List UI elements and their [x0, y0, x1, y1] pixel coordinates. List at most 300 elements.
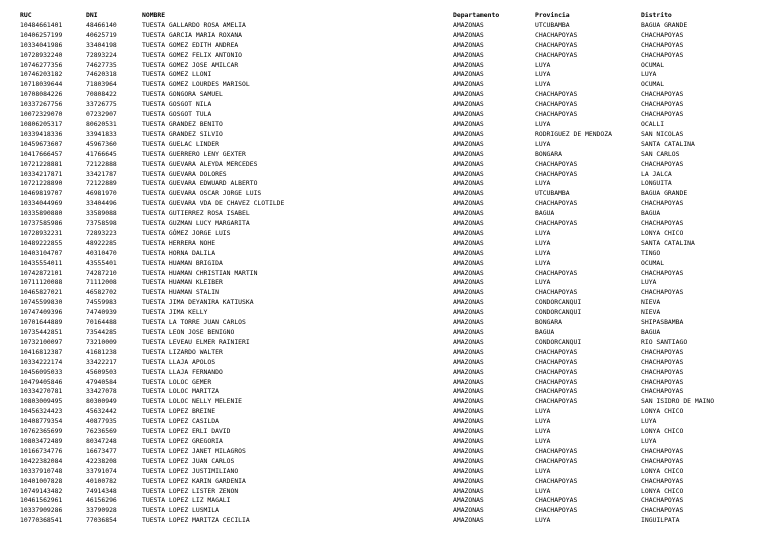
provincia-cell: CHACHAPOYAS [535, 90, 578, 99]
provincia-cell: LUYA [535, 516, 551, 525]
nombre-cell: TUESTA GALLARDO ROSA AMELIA [142, 20, 246, 29]
dni-cell: 40877935 [86, 417, 117, 426]
table-row [20, 239, 761, 249]
nombre-cell: TUESTA LOPEZ CASILDA [142, 417, 219, 426]
dni-cell: 73210009 [86, 337, 117, 346]
provincia-cell: LUYA [535, 278, 551, 287]
table-row [20, 219, 761, 229]
ruc-cell: 10403104707 [20, 248, 63, 257]
table-row [20, 407, 761, 417]
table-row [20, 427, 761, 437]
table-row [20, 348, 761, 358]
table-row [20, 477, 761, 487]
ruc-cell: 10737585986 [20, 219, 63, 228]
distrito-cell: CHACHAPOYAS [641, 100, 684, 109]
provincia-cell: CHACHAPOYAS [535, 288, 578, 297]
distrito-cell: OCUMAL [641, 60, 665, 69]
dni-cell: 41766645 [86, 149, 117, 158]
departamento-cell: AMAZONAS [453, 357, 484, 366]
dni-cell: 42238208 [86, 456, 117, 465]
ruc-cell: 10406257199 [20, 30, 63, 39]
nombre-cell: TUESTA LIZARDO WALTER [142, 347, 223, 356]
dni-cell: 33941833 [86, 129, 117, 138]
dni-cell: 80300949 [86, 397, 117, 406]
nombre-cell: TUESTA LOPEZ MARITZA CECILIA [142, 516, 250, 525]
dni-cell: 74287210 [86, 268, 117, 277]
ruc-cell: 10721228881 [20, 159, 63, 168]
departamento-cell: AMAZONAS [453, 248, 484, 257]
table-row [20, 170, 761, 180]
distrito-cell: CHACHAPOYAS [641, 446, 684, 455]
dni-cell: 46981970 [86, 189, 117, 198]
nombre-cell: TUESTA GUEVARA EDWUARD ALBERTO [142, 179, 258, 188]
nombre-cell: TUESTA HERRERA NOHE [142, 238, 216, 247]
nombre-cell: TUESTA GUEVARA DOLORES [142, 169, 227, 178]
table-row [20, 130, 761, 140]
dni-cell: 48466140 [86, 20, 117, 29]
departamento-cell: AMAZONAS [453, 268, 484, 277]
header-departamento: Departamento [453, 11, 500, 19]
dni-cell: 70808422 [86, 90, 117, 99]
dni-cell: 07232907 [86, 110, 117, 119]
dni-cell: 73758598 [86, 219, 117, 228]
nombre-cell: TUESTA GUTIERREZ ROSA ISABEL [142, 209, 250, 218]
departamento-cell: AMAZONAS [453, 397, 484, 406]
provincia-cell: LUYA [535, 70, 551, 79]
departamento-cell: AMAZONAS [453, 337, 484, 346]
distrito-cell: LUYA [641, 70, 657, 79]
dni-cell: 80347248 [86, 436, 117, 445]
distrito-cell: CHACHAPOYAS [641, 199, 684, 208]
provincia-cell: CHACHAPOYAS [535, 159, 578, 168]
ruc-cell: 10803009495 [20, 397, 63, 406]
distrito-cell: CHACHAPOYAS [641, 288, 684, 297]
departamento-cell: AMAZONAS [453, 466, 484, 475]
departamento-cell: AMAZONAS [453, 149, 484, 158]
departamento-cell: AMAZONAS [453, 258, 484, 267]
ruc-cell: 10762365699 [20, 427, 63, 436]
distrito-cell: LUYA [641, 278, 657, 287]
table-row [20, 110, 761, 120]
provincia-cell: LUYA [535, 228, 551, 237]
nombre-cell: TUESTA LOPEZ LISTER ZENON [142, 486, 239, 495]
departamento-cell: AMAZONAS [453, 367, 484, 376]
provincia-cell: LUYA [535, 80, 551, 89]
nombre-cell: TUESTA GUZMAN LUCY MARGARITA [142, 219, 250, 228]
departamento-cell: AMAZONAS [453, 377, 484, 386]
provincia-cell: LUYA [535, 436, 551, 445]
nombre-cell: TUESTA LLAJA FERNANDO [142, 367, 223, 376]
table-row [20, 269, 761, 279]
provincia-cell: CHACHAPOYAS [535, 110, 578, 119]
header-provincia: Provincia [535, 11, 570, 19]
ruc-cell: 10732100097 [20, 337, 63, 346]
nombre-cell: TUESTA GOMEZ FELIX ANTONIO [142, 50, 243, 59]
ruc-cell: 10746203182 [20, 70, 63, 79]
ruc-cell: 10334041986 [20, 40, 63, 49]
dni-cell: 16673477 [86, 446, 117, 455]
provincia-cell: LUYA [535, 248, 551, 257]
table-row [20, 21, 761, 31]
table-row [20, 179, 761, 189]
table-row [20, 358, 761, 368]
provincia-cell: CHACHAPOYAS [535, 446, 578, 455]
provincia-cell: LUYA [535, 417, 551, 426]
departamento-cell: AMAZONAS [453, 387, 484, 396]
departamento-cell: AMAZONAS [453, 100, 484, 109]
provincia-cell: UTCUBAMBA [535, 20, 570, 29]
table-row [20, 437, 761, 447]
distrito-cell: NIEVA [641, 298, 661, 307]
table-row [20, 328, 761, 338]
table-row [20, 308, 761, 318]
nombre-cell: TUESTA GOMEZ EDITH ANDREA [142, 40, 239, 49]
departamento-cell: AMAZONAS [453, 20, 484, 29]
nombre-cell: TUESTA LEON JOSE BENIGNO [142, 328, 235, 336]
departamento-cell: AMAZONAS [453, 40, 484, 49]
table-row [20, 338, 761, 348]
provincia-cell: CHACHAPOYAS [535, 367, 578, 376]
departamento-cell: AMAZONAS [453, 189, 484, 198]
table-row [20, 209, 761, 219]
departamento-cell: AMAZONAS [453, 308, 484, 317]
table-row [20, 70, 761, 80]
dni-cell: 46582702 [86, 288, 117, 297]
provincia-cell: CHACHAPOYAS [535, 506, 578, 515]
distrito-cell: CHACHAPOYAS [641, 30, 684, 39]
table-row [20, 140, 761, 150]
distrito-cell: BAGUA [641, 328, 661, 336]
provincia-cell: CHACHAPOYAS [535, 169, 578, 178]
provincia-cell: CONDORCANQUI [535, 308, 582, 317]
ruc-cell: 10770368541 [20, 516, 63, 525]
nombre-cell: TUESTA LA TORRE JUAN CARLOS [142, 318, 246, 327]
dni-cell: 45632442 [86, 407, 117, 416]
ruc-cell: 10749143482 [20, 486, 63, 495]
nombre-cell: TUESTA GÓMEZ JORGE LUIS [142, 228, 231, 237]
ruc-cell: 10337267756 [20, 100, 63, 109]
dni-cell: 33427078 [86, 387, 117, 396]
provincia-cell: LUYA [535, 427, 551, 436]
dni-cell: 40100782 [86, 476, 117, 485]
nombre-cell: TUESTA LOPEZ BREINE [142, 407, 216, 416]
dni-cell: 74627735 [86, 60, 117, 69]
nombre-cell: TUESTA HUAMAN KLEIBER [142, 278, 223, 287]
dni-cell: 72122888 [86, 159, 117, 168]
provincia-cell: LUYA [535, 466, 551, 475]
ruc-cell: 10489222855 [20, 238, 63, 247]
distrito-cell: NIEVA [641, 308, 661, 317]
ruc-cell: 10335890880 [20, 209, 63, 218]
ruc-cell: 10456324423 [20, 407, 63, 416]
nombre-cell: TUESTA GUEVARA VDA DE CHAVEZ CLOTILDE [142, 199, 285, 208]
table-row [20, 298, 761, 308]
provincia-cell: LUYA [535, 119, 551, 128]
ruc-cell: 10708084226 [20, 90, 63, 99]
ruc-cell: 10456095033 [20, 367, 63, 376]
dni-cell: 33404496 [86, 199, 117, 208]
header-dni: DNI [86, 11, 98, 19]
provincia-cell: LUYA [535, 486, 551, 495]
contributors-table [20, 11, 761, 526]
provincia-cell: LUYA [535, 139, 551, 148]
nombre-cell: TUESTA HUAMAN CHRISTIAN MARTIN [142, 268, 258, 277]
departamento-cell: AMAZONAS [453, 347, 484, 356]
provincia-cell: CHACHAPOYAS [535, 219, 578, 228]
provincia-cell: BONGARA [535, 318, 562, 327]
departamento-cell: AMAZONAS [453, 318, 484, 327]
nombre-cell: TUESTA GOSGOT NILA [142, 100, 212, 109]
distrito-cell: CHACHAPOYAS [641, 219, 684, 228]
ruc-cell: 10484661401 [20, 20, 63, 29]
departamento-cell: AMAZONAS [453, 228, 484, 237]
table-row [20, 278, 761, 288]
table-row [20, 397, 761, 407]
provincia-cell: BONGARA [535, 149, 562, 158]
dni-cell: 76236569 [86, 427, 117, 436]
dni-cell: 72122889 [86, 179, 117, 188]
departamento-cell: AMAZONAS [453, 30, 484, 39]
distrito-cell: LONYA CHICO [641, 407, 684, 416]
departamento-cell: AMAZONAS [453, 179, 484, 188]
dni-cell: 71803964 [86, 80, 117, 89]
ruc-cell: 10728932240 [20, 50, 63, 59]
distrito-cell: CHACHAPOYAS [641, 357, 684, 366]
provincia-cell: CHACHAPOYAS [535, 40, 578, 49]
distrito-cell: OCUMAL [641, 80, 665, 89]
dni-cell: 33422217 [86, 357, 117, 366]
table-row [20, 496, 761, 506]
departamento-cell: AMAZONAS [453, 90, 484, 99]
departamento-cell: AMAZONAS [453, 129, 484, 138]
dni-cell: 33404198 [86, 40, 117, 49]
distrito-cell: BAGUA GRANDE [641, 189, 688, 198]
distrito-cell: CHACHAPOYAS [641, 377, 684, 386]
distrito-cell: CHACHAPOYAS [641, 506, 684, 515]
departamento-cell: AMAZONAS [453, 169, 484, 178]
departamento-cell: AMAZONAS [453, 516, 484, 525]
dni-cell: 33726775 [86, 100, 117, 109]
distrito-cell: CHACHAPOYAS [641, 90, 684, 99]
ruc-cell: 10337910748 [20, 466, 63, 475]
distrito-cell: LONYA CHICO [641, 466, 684, 475]
distrito-cell: BAGUA [641, 209, 661, 218]
distrito-cell: LONYA CHICO [641, 228, 684, 237]
ruc-cell: 10718039644 [20, 80, 63, 89]
dni-cell: 33790928 [86, 506, 117, 515]
provincia-cell: BAGUA [535, 209, 555, 218]
table-row [20, 90, 761, 100]
provincia-cell: CHACHAPOYAS [535, 357, 578, 366]
departamento-cell: AMAZONAS [453, 496, 484, 505]
ruc-cell: 10746277356 [20, 60, 63, 69]
provincia-cell: CHACHAPOYAS [535, 496, 578, 505]
table-row [20, 41, 761, 51]
departamento-cell: AMAZONAS [453, 238, 484, 247]
departamento-cell: AMAZONAS [453, 139, 484, 148]
departamento-cell: AMAZONAS [453, 417, 484, 426]
nombre-cell: TUESTA JIMA KELLY [142, 308, 208, 317]
table-row [20, 229, 761, 239]
departamento-cell: AMAZONAS [453, 159, 484, 168]
nombre-cell: TUESTA JIMA DEYANIRA KATIUSKA [142, 298, 254, 307]
departamento-cell: AMAZONAS [453, 446, 484, 455]
provincia-cell: UTCUBAMBA [535, 189, 570, 198]
ruc-cell: 10401007828 [20, 476, 63, 485]
table-row [20, 80, 761, 90]
departamento-cell: AMAZONAS [453, 486, 484, 495]
nombre-cell: TUESTA HUAMAN BRIGIDA [142, 258, 223, 267]
distrito-cell: SAN NICOLAS [641, 129, 684, 138]
distrito-cell: SAN CARLOS [641, 149, 680, 158]
provincia-cell: LUYA [535, 238, 551, 247]
dni-cell: 45609503 [86, 367, 117, 376]
provincia-cell: CHACHAPOYAS [535, 347, 578, 356]
dni-cell: 45967360 [86, 139, 117, 148]
distrito-cell: SAN ISIDRO DE MAINO [641, 397, 715, 406]
distrito-cell: LONYA CHICO [641, 486, 684, 495]
departamento-cell: AMAZONAS [453, 456, 484, 465]
dni-cell: 33421787 [86, 169, 117, 178]
ruc-cell: 10806205317 [20, 119, 63, 128]
departamento-cell: AMAZONAS [453, 506, 484, 515]
departamento-cell: AMAZONAS [453, 298, 484, 307]
table-row [20, 516, 761, 526]
nombre-cell: TUESTA LOPEZ JUAN CARLOS [142, 456, 235, 465]
distrito-cell: SANTA CATALINA [641, 238, 695, 247]
provincia-cell: LUYA [535, 179, 551, 188]
header-row [20, 11, 761, 21]
ruc-cell: 10479405846 [20, 377, 63, 386]
departamento-cell: AMAZONAS [453, 199, 484, 208]
table-row [20, 378, 761, 388]
table-row [20, 387, 761, 397]
distrito-cell: CHACHAPOYAS [641, 476, 684, 485]
departamento-cell: AMAZONAS [453, 476, 484, 485]
departamento-cell: AMAZONAS [453, 80, 484, 89]
departamento-cell: AMAZONAS [453, 60, 484, 69]
table-row [20, 288, 761, 298]
dni-cell: 74914348 [86, 486, 117, 495]
ruc-cell: 10728932231 [20, 228, 63, 237]
provincia-cell: LUYA [535, 258, 551, 267]
provincia-cell: CHACHAPOYAS [535, 50, 578, 59]
table-row [20, 150, 761, 160]
ruc-cell: 10408779354 [20, 417, 63, 426]
table-row [20, 189, 761, 199]
dni-cell: 74740939 [86, 308, 117, 317]
ruc-cell: 10435554011 [20, 258, 63, 267]
ruc-cell: 10417666457 [20, 149, 63, 158]
ruc-cell: 10334222174 [20, 357, 63, 366]
nombre-cell: TUESTA LEVEAU ELMER RAINIERI [142, 337, 250, 346]
distrito-cell: LONYA CHICO [641, 427, 684, 436]
ruc-cell: 10711120088 [20, 278, 63, 287]
departamento-cell: AMAZONAS [453, 219, 484, 228]
nombre-cell: TUESTA LOPEZ JANET MILAGROS [142, 446, 246, 455]
nombre-cell: TUESTA GRANDEZ BENITO [142, 119, 223, 128]
distrito-cell: OCALLI [641, 119, 665, 128]
distrito-cell: CHACHAPOYAS [641, 367, 684, 376]
nombre-cell: TUESTA HORNA DALILA [142, 248, 216, 257]
dni-cell: 33589088 [86, 209, 117, 218]
departamento-cell: AMAZONAS [453, 436, 484, 445]
dni-cell: 47940584 [86, 377, 117, 386]
dni-cell: 73544285 [86, 328, 117, 336]
departamento-cell: AMAZONAS [453, 50, 484, 59]
nombre-cell: TUESTA LOLOC MARITZA [142, 387, 219, 396]
distrito-cell: CHACHAPOYAS [641, 159, 684, 168]
distrito-cell: RIO SANTIAGO [641, 337, 688, 346]
table-row [20, 417, 761, 427]
ruc-cell: 10747409396 [20, 308, 63, 317]
table-row [20, 31, 761, 41]
table-row [20, 120, 761, 130]
nombre-cell: TUESTA GARCIA MARIA ROXANA [142, 30, 243, 39]
table-row [20, 160, 761, 170]
nombre-cell: TUESTA GOMEZ LOURDES MARISOL [142, 80, 250, 89]
distrito-cell: CHACHAPOYAS [641, 387, 684, 396]
dni-cell: 77036854 [86, 516, 117, 525]
nombre-cell: TUESTA LOPEZ LUSMILA [142, 506, 219, 515]
ruc-cell: 10334270781 [20, 387, 63, 396]
table-row [20, 318, 761, 328]
departamento-cell: AMAZONAS [453, 110, 484, 119]
departamento-cell: AMAZONAS [453, 328, 484, 336]
nombre-cell: TUESTA LLAJA APOLOS [142, 357, 216, 366]
header-ruc: RUC [20, 11, 32, 19]
nombre-cell: TUESTA LOLOC NELLY MELENIE [142, 397, 243, 406]
dni-cell: 46156296 [86, 496, 117, 505]
table-row [20, 368, 761, 378]
provincia-cell: RODRIGUEZ DE MENDOZA [535, 129, 612, 138]
ruc-cell: 10465827021 [20, 288, 63, 297]
nombre-cell: TUESTA GUEVARA OSCAR JORGE LUIS [142, 189, 262, 198]
table-row [20, 199, 761, 209]
table-row [20, 467, 761, 477]
ruc-cell: 10459673607 [20, 139, 63, 148]
provincia-cell: LUYA [535, 60, 551, 69]
ruc-cell: 10422382084 [20, 456, 63, 465]
provincia-cell: CONDORCANQUI [535, 337, 582, 346]
dni-cell: 71112008 [86, 278, 117, 287]
provincia-cell: CHACHAPOYAS [535, 387, 578, 396]
header-distrito: Distrito [641, 11, 672, 19]
distrito-cell: INGUILPATA [641, 516, 680, 525]
dni-cell: 33791074 [86, 466, 117, 475]
ruc-cell: 10742872101 [20, 268, 63, 277]
distrito-cell: LA JALCA [641, 169, 672, 178]
dni-cell: 74620318 [86, 70, 117, 79]
nombre-cell: TUESTA LOPEZ KARIN GARDENIA [142, 476, 246, 485]
ruc-cell: 10469819707 [20, 189, 63, 198]
provincia-cell: CHACHAPOYAS [535, 100, 578, 109]
departamento-cell: AMAZONAS [453, 70, 484, 79]
provincia-cell: CHACHAPOYAS [535, 268, 578, 277]
ruc-cell: 10735442851 [20, 328, 63, 336]
ruc-cell: 10461562961 [20, 496, 63, 505]
distrito-cell: CHACHAPOYAS [641, 496, 684, 505]
nombre-cell: TUESTA HUAMAN STALIN [142, 288, 219, 297]
nombre-cell: TUESTA GOSGOT TULA [142, 110, 212, 119]
ruc-cell: 10803472489 [20, 436, 63, 445]
departamento-cell: AMAZONAS [453, 288, 484, 297]
provincia-cell: CHACHAPOYAS [535, 377, 578, 386]
departamento-cell: AMAZONAS [453, 407, 484, 416]
distrito-cell: CHACHAPOYAS [641, 110, 684, 119]
ruc-cell: 10701644889 [20, 318, 63, 327]
table-row [20, 61, 761, 71]
